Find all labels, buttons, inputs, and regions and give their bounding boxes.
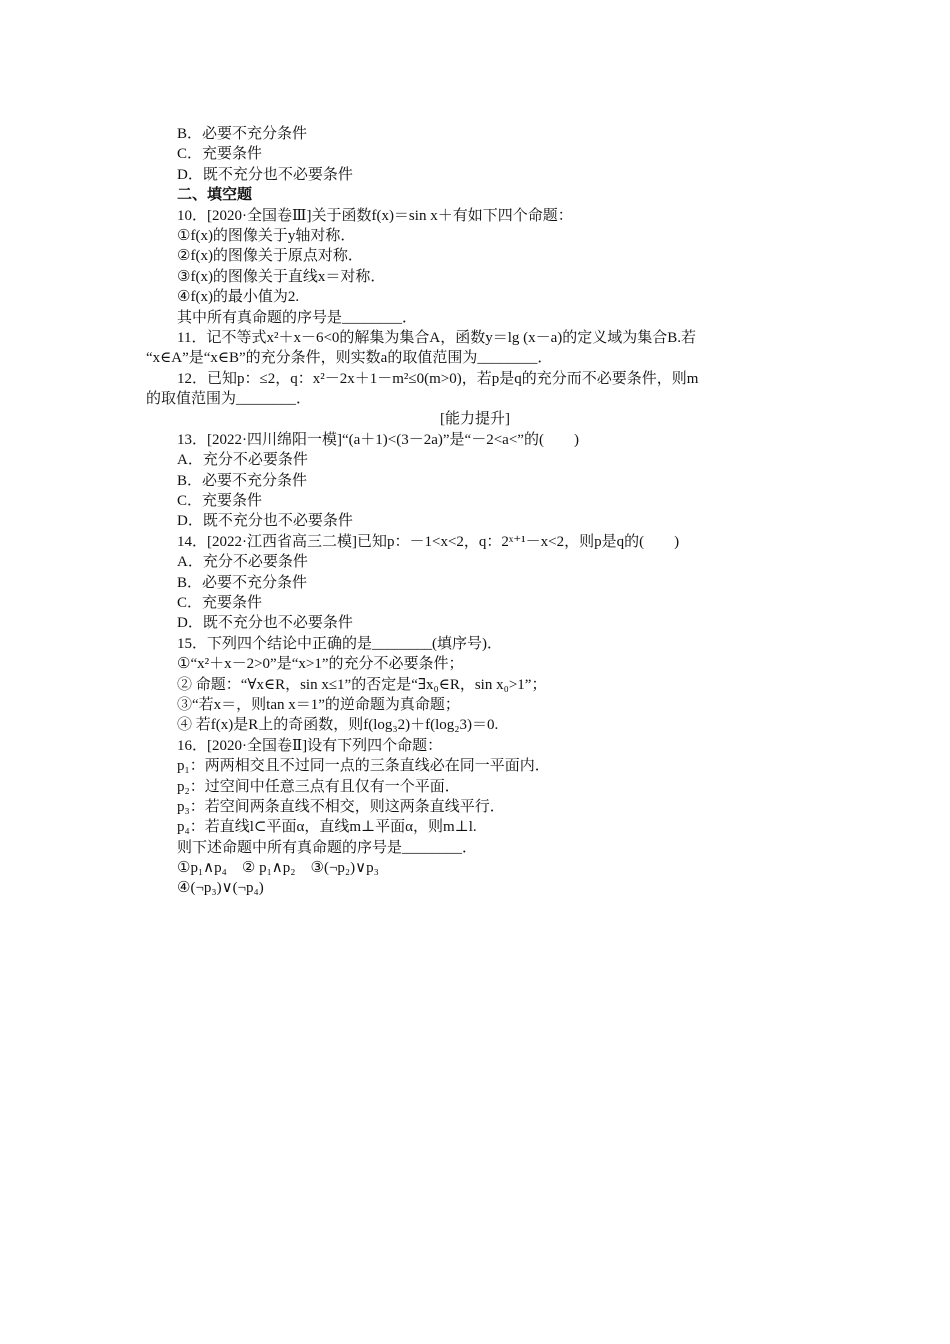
text-line: p₃：若空间两条直线不相交，则这两条直线平行． [177,798,505,815]
text-line: p₄：若直线l⊂平面α，直线m⊥平面α，则m⊥l. [177,819,477,836]
text-line: ④ 若f(x)是R上的奇函数，则f(log₃2)＋f(log₂3)＝0. [177,717,499,734]
text-line: 二、填空题 [177,187,253,204]
text-line: 13．[2022·四川绵阳一模]“(a＋1)<(3－2a)”是“－2<a<”的( ) [177,431,579,448]
text-line: ④(¬p₃)∨(¬p₄) [177,880,264,897]
text-line: ①“x²＋x－2>0”是“x>1”的充分不必要条件； [177,656,464,673]
text-line: 其中所有真命题的序号是________． [177,309,418,326]
text-line: ③f(x)的图像关于直线x＝对称． [177,268,386,285]
text-line: p₁：两两相交且不过同一点的三条直线必在同一平面内． [177,758,550,775]
text-line: 16．[2020·全国卷Ⅱ]设有下列四个命题： [177,737,443,754]
text-line: C．充要条件 [177,493,263,510]
text-line: p₂：过空间中任意三点有且仅有一个平面． [177,778,460,795]
text-line: ①f(x)的图像关于y轴对称． [177,227,356,244]
text-line: D．既不充分也不必要条件 [177,513,353,530]
text-line: C．充要条件 [177,594,263,611]
text-line: “x∈A”是“x∈B”的充分条件，则实数a的取值范围为________． [146,350,553,367]
text-line: D．既不充分也不必要条件 [177,615,353,632]
text-line: B．必要不充分条件 [177,574,308,591]
text-line: ③“若x＝，则tan x＝1”的逆命题为真命题； [177,696,460,713]
text-line: 则下述命题中所有真命题的序号是________． [177,839,478,856]
text-line: A．充分不必要条件 [177,452,308,469]
text-line: [能力提升] [440,411,510,428]
text-line: 12．已知p：≤2，q：x²－2x＋1－m²≤0(m>0)，若p是q的充分而不必要条件，则m [177,370,699,387]
text-line: B．必要不充分条件 [177,126,308,142]
text-line: ②f(x)的图像关于原点对称． [177,248,363,265]
text-line: B．必要不充分条件 [177,472,308,489]
text-line: 15．下列四个结论中正确的是________(填序号)． [177,635,502,652]
text-line: ② 命题：“∀x∈R，sin x≤1”的否定是“∃x₀∈R，sin x₀>1”； [177,676,547,693]
text-line: D．既不充分也不必要条件 [177,166,353,183]
text-line: 的取值范围为________． [146,391,312,408]
text-line: ④f(x)的最小值为2. [177,289,300,306]
text-line: 11．记不等式x²＋x－6<0的解集为集合A，函数y＝lg (x－a)的定义域为集合B.若 [177,329,697,346]
text-line: 14．[2022·江西省高三二模]已知p：－1<x<2，q：2ˣ⁺¹－x<2，则p是q的( ) [177,533,680,550]
text-line: 10．[2020·全国卷Ⅲ]关于函数f(x)＝sin x＋有如下四个命题： [177,207,573,224]
text-line: C．充要条件 [177,146,263,163]
text-line: A．充分不必要条件 [177,554,308,571]
text-line: ①p₁∧p₄ ② p₁∧p₂ ③(¬p₂)∨p₃ [177,860,379,877]
document-body [0,124,950,899]
